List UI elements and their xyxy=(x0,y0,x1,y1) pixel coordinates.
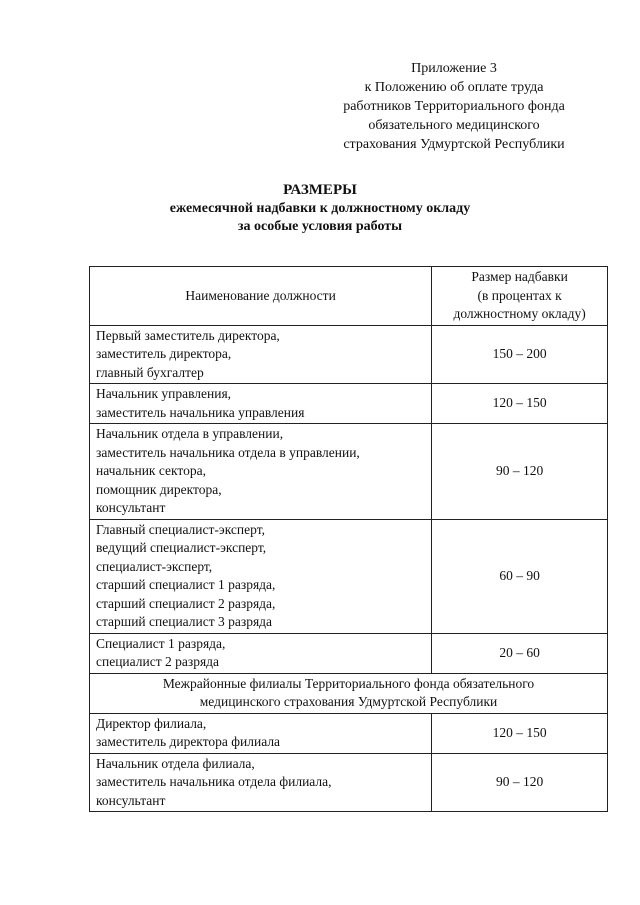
position-line: Первый заместитель директора, xyxy=(96,327,280,343)
header-value-line: Размер надбавки xyxy=(471,269,568,284)
table-row xyxy=(90,384,608,424)
table-row xyxy=(90,633,608,673)
position-cell xyxy=(90,519,432,633)
position-line: Начальник отдела в управлении, xyxy=(96,426,284,441)
title-subtitle-1: ежемесячной надбавки к должностному окладу xyxy=(169,201,471,216)
allowance-value: 120 – 150 xyxy=(432,384,608,424)
document-title xyxy=(0,180,640,236)
header-position-name: Наименование должности xyxy=(90,267,432,326)
appendix-line: работников Территориального фонда xyxy=(343,99,565,114)
allowance-value: 150 – 200 xyxy=(432,325,608,384)
allowance-table xyxy=(89,266,608,812)
section-line: Межрайонные филиалы Территориального фонда обязательного xyxy=(162,675,535,691)
header-value-line: должностному окладу) xyxy=(453,306,586,321)
table-row xyxy=(90,519,608,633)
position-cell xyxy=(90,713,432,753)
section-row xyxy=(90,673,608,713)
appendix-line: к Положению об оплате труда xyxy=(364,80,544,95)
position-line: Директор филиала, xyxy=(96,715,207,731)
position-line: помощник директора, xyxy=(96,481,222,497)
position-line: Начальник управления, xyxy=(96,386,232,401)
position-line: начальник сектора, xyxy=(96,463,206,478)
position-line: старший специалист 1 разряда, xyxy=(96,577,276,592)
title-main: РАЗМЕРЫ xyxy=(283,182,357,198)
position-line: ведущий специалист-эксперт, xyxy=(96,540,267,555)
allowance-value: 120 – 150 xyxy=(432,713,608,753)
position-line: заместитель начальника отдела филиала, xyxy=(96,774,332,789)
appendix-line: обязательного медицинского xyxy=(368,118,540,133)
position-line: Специалист 1 разряда, xyxy=(96,635,226,651)
section-line: медицинского страхования Удмуртской Республики xyxy=(199,694,498,709)
allowance-value: 90 – 120 xyxy=(432,424,608,520)
position-line: главный бухгалтер xyxy=(96,364,204,380)
position-line: заместитель начальника управления xyxy=(96,404,305,420)
position-line: Главный специалист-эксперт, xyxy=(96,521,265,537)
position-cell xyxy=(90,424,432,520)
section-heading xyxy=(90,673,608,713)
position-cell xyxy=(90,384,432,424)
allowance-value: 90 – 120 xyxy=(432,753,608,812)
allowance-value: 20 – 60 xyxy=(432,633,608,673)
header-allowance-size xyxy=(432,267,608,326)
appendix-block xyxy=(324,59,584,154)
position-line: консультант xyxy=(96,792,166,808)
header-value-line: (в процентах к xyxy=(477,287,562,303)
position-line: старший специалист 2 разряда, xyxy=(96,595,276,611)
title-subtitle-2: за особые условия работы xyxy=(237,219,403,234)
position-line: заместитель директора, xyxy=(96,346,232,361)
table-header-row xyxy=(90,267,608,326)
table-row xyxy=(90,325,608,384)
table-row xyxy=(90,424,608,520)
table-row xyxy=(90,713,608,753)
table-row xyxy=(90,753,608,812)
position-cell xyxy=(90,325,432,384)
position-line: специалист 2 разряда xyxy=(96,654,220,669)
position-line: заместитель директора филиала xyxy=(96,734,281,749)
position-line: Начальник отдела филиала, xyxy=(96,755,255,771)
position-cell xyxy=(90,633,432,673)
position-line: заместитель начальника отдела в управлении, xyxy=(96,444,360,460)
position-line: консультант xyxy=(96,500,166,515)
position-cell xyxy=(90,753,432,812)
position-line: специалист-эксперт, xyxy=(96,558,213,574)
appendix-line: Приложение 3 xyxy=(411,61,497,76)
position-line: старший специалист 3 разряда xyxy=(96,614,273,629)
allowance-value: 60 – 90 xyxy=(432,519,608,633)
appendix-line: страхования Удмуртской Республики xyxy=(343,137,565,152)
